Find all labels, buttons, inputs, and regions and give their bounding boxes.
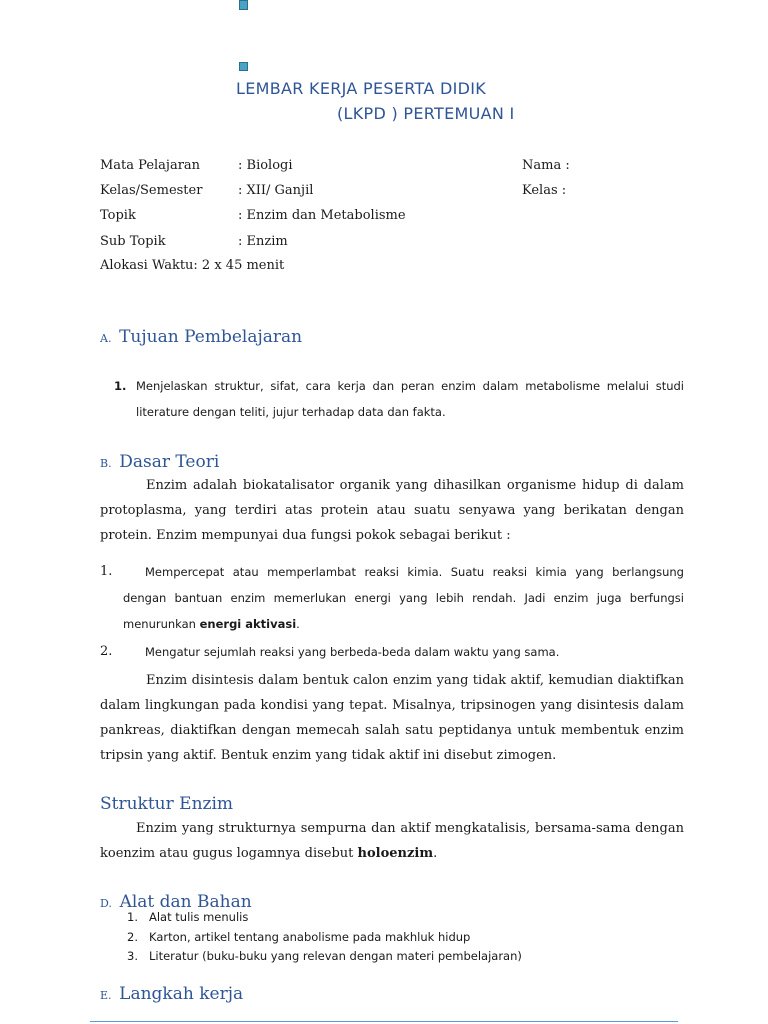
section-heading-a bbox=[100, 320, 302, 348]
decorative-marker bbox=[239, 62, 248, 71]
paragraph-text: Enzim disintesis dalam bentuk calon enzim yang tidak aktif, kemudian diaktifkan dalam lingkungan pada kondisi yang tepat. Misalnya, tripsinogen yang disintesis dalam pankreas, diaktifkan dengan memecah salah satu peptidanya untuk membentuk enzim tripsin yang aktif. Bentuk enzim yang tidak aktif ini disebut zimogen. bbox=[100, 673, 684, 763]
page-title-line1: LEMBAR KERJA PESERTA DIDIK bbox=[236, 79, 487, 98]
list-text: Literatur (buku-buku yang relevan dengan materi pembelajaran) bbox=[149, 949, 522, 963]
struktur-paragraph bbox=[100, 816, 684, 866]
list-item bbox=[127, 947, 522, 967]
info-label: Kelas/Semester bbox=[100, 183, 203, 198]
section-letter: B. bbox=[100, 457, 112, 470]
zimogen-paragraph bbox=[100, 668, 684, 768]
list-item bbox=[127, 928, 522, 948]
list-number: 3. bbox=[127, 949, 138, 963]
function-text-body: Mempercepat atau memperlambat reaksi kimia. Suatu reaksi kimia yang berlangsung dengan bantuan enzim memerlukan energi yang lebih rendah. Jadi enzim juga berfungsi menurunkan bbox=[123, 565, 684, 631]
info-label: Topik bbox=[100, 208, 136, 223]
function-text-bold: energi aktivasi bbox=[199, 617, 297, 631]
section-heading-e bbox=[100, 977, 243, 1005]
function-number: 2. bbox=[100, 644, 113, 659]
function-text: Mengatur sejumlah reaksi yang berbeda-beda dalam waktu yang sama. bbox=[145, 645, 560, 659]
info-right-label: Nama : bbox=[522, 158, 570, 173]
section-heading-struktur bbox=[100, 787, 233, 815]
section-title: Dasar Teori bbox=[119, 452, 220, 472]
paragraph-text: Enzim yang strukturnya sempurna dan aktif mengkatalisis, bersama-sama dengan koenzim atau gugus logamnya disebut bbox=[100, 821, 684, 861]
paragraph-tail: . bbox=[433, 846, 438, 861]
function-item bbox=[100, 639, 684, 665]
alokasi-waktu: Alokasi Waktu: 2 x 45 menit bbox=[100, 258, 285, 273]
section-title: Langkah kerja bbox=[119, 984, 244, 1004]
section-heading-b bbox=[100, 445, 219, 473]
function-text-tail: . bbox=[296, 617, 300, 631]
footer-divider bbox=[90, 1021, 678, 1022]
page-title-line2: (LKPD ) PERTEMUAN I bbox=[337, 104, 515, 123]
decorative-marker bbox=[239, 0, 248, 10]
objective-item bbox=[114, 373, 684, 425]
dasar-teori-intro bbox=[100, 473, 684, 548]
info-label: Mata Pelajaran bbox=[100, 158, 201, 173]
objective-number: 1. bbox=[114, 379, 127, 393]
info-value: : Biologi bbox=[238, 158, 293, 173]
paragraph-text: Enzim adalah biokatalisator organik yang dihasilkan organisme hidup di dalam protoplasma, yang terdiri atas protein atau suatu senyawa yang berikatan dengan protein. Enzim mempunyai dua fungsi pokok sebagai berikut : bbox=[100, 478, 684, 543]
section-letter: D. bbox=[100, 897, 112, 910]
tools-list bbox=[127, 908, 522, 967]
function-text bbox=[123, 559, 684, 637]
function-number: 1. bbox=[100, 564, 113, 579]
list-text: Karton, artikel tentang anabolisme pada makhluk hidup bbox=[149, 929, 471, 944]
list-text: Alat tulis menulis bbox=[149, 910, 249, 924]
section-letter: A. bbox=[100, 332, 112, 345]
objective-text: Menjelaskan struktur, sifat, cara kerja dan peran enzim dalam metabolisme melalui studi literature dengan teliti, jujur terhadap data dan fakta. bbox=[136, 379, 684, 419]
info-value: : Enzim bbox=[238, 234, 288, 249]
info-value: : XII/ Ganjil bbox=[238, 183, 314, 198]
section-letter: E. bbox=[100, 989, 112, 1002]
info-value: : Enzim dan Metabolisme bbox=[238, 208, 406, 223]
section-title: Struktur Enzim bbox=[100, 794, 234, 814]
info-label: Sub Topik bbox=[100, 234, 166, 249]
info-right-label: Kelas : bbox=[522, 183, 567, 198]
section-title: Tujuan Pembelajaran bbox=[119, 327, 303, 347]
list-item bbox=[127, 908, 522, 928]
list-number: 1. bbox=[127, 910, 138, 924]
paragraph-bold: holoenzim bbox=[357, 846, 434, 861]
function-item bbox=[100, 559, 684, 637]
list-number: 2. bbox=[127, 929, 138, 944]
section-title: Alat dan Bahan bbox=[119, 892, 252, 912]
